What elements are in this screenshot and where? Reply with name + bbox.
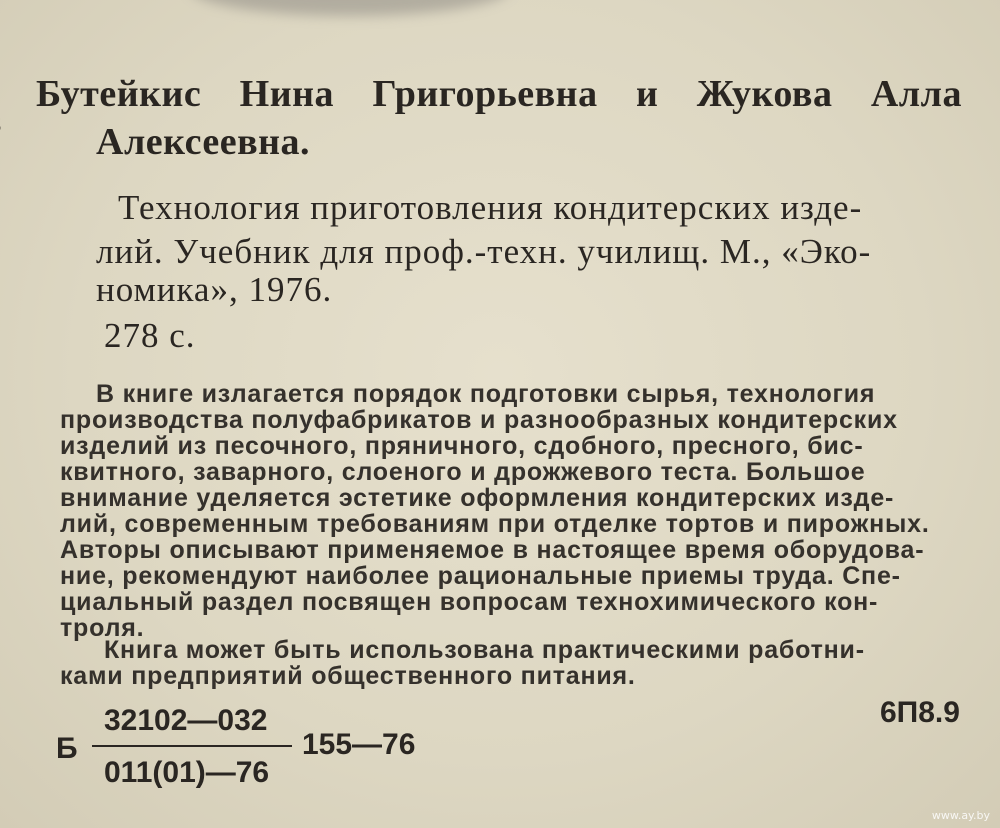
annotation-line: Книга может быть использована практическими работни- (104, 636, 865, 664)
page-count: 278 с. (104, 316, 196, 355)
pub-code-denominator: 011(01)—76 (104, 756, 270, 789)
annotation-line: ние, рекомендуют наиболее рациональные приемы труда. Спе- (60, 562, 901, 590)
pub-code-letter: Б (56, 732, 78, 765)
top-shadow (190, 0, 510, 16)
authors-line-1 (36, 72, 962, 116)
pub-code-suffix: 155—76 (302, 728, 416, 761)
annotation-line: производства полуфабрикатов и разнообразных кондитерских (60, 406, 898, 434)
annotation-line: троля. (60, 614, 145, 642)
edge-letter (0, 96, 2, 143)
annotation-line: лий, современным требованиям при отделке тортов и пирожных. (60, 510, 930, 538)
annotation-line: циальный раздел посвящен вопросам технохимического кон- (60, 588, 879, 616)
pub-code-numerator: 32102—032 (104, 704, 268, 737)
annotation-line: ками предприятий общественного питания. (60, 662, 636, 690)
author-word: Григорьевна (372, 73, 598, 115)
watermark-text: www.ay.by (931, 809, 990, 822)
title-line-3: номика», 1976. (96, 270, 333, 309)
author-word: Бутейкис (36, 73, 202, 115)
fraction-bar (92, 745, 292, 747)
annotation-line: внимание уделяется эстетике оформления кондитерских изде- (60, 484, 895, 512)
title-line-2: лий. Учебник для проф.-техн. училищ. М., «Эко- (96, 232, 872, 271)
author-word: Нина (239, 73, 335, 115)
author-word: и (635, 73, 659, 115)
author-word: Жукова (696, 73, 833, 115)
annotation-line: Авторы описывают применяемое в настоящее время оборудова- (60, 536, 925, 564)
authors-line-2: Алексеевна. (96, 121, 311, 163)
author-word: Алла (870, 73, 962, 115)
classification-code: 6П8.9 (880, 696, 960, 729)
annotation-line: квитного, заварного, слоеного и дрожжевого теста. Большое (60, 458, 866, 486)
title-line-1: Технология приготовления кондитерских изде- (118, 188, 863, 227)
annotation-line: В книге излагается порядок подготовки сырья, технология (96, 380, 876, 408)
annotation-line: изделий из песочного, пряничного, сдобного, пресного, бис- (60, 432, 864, 460)
